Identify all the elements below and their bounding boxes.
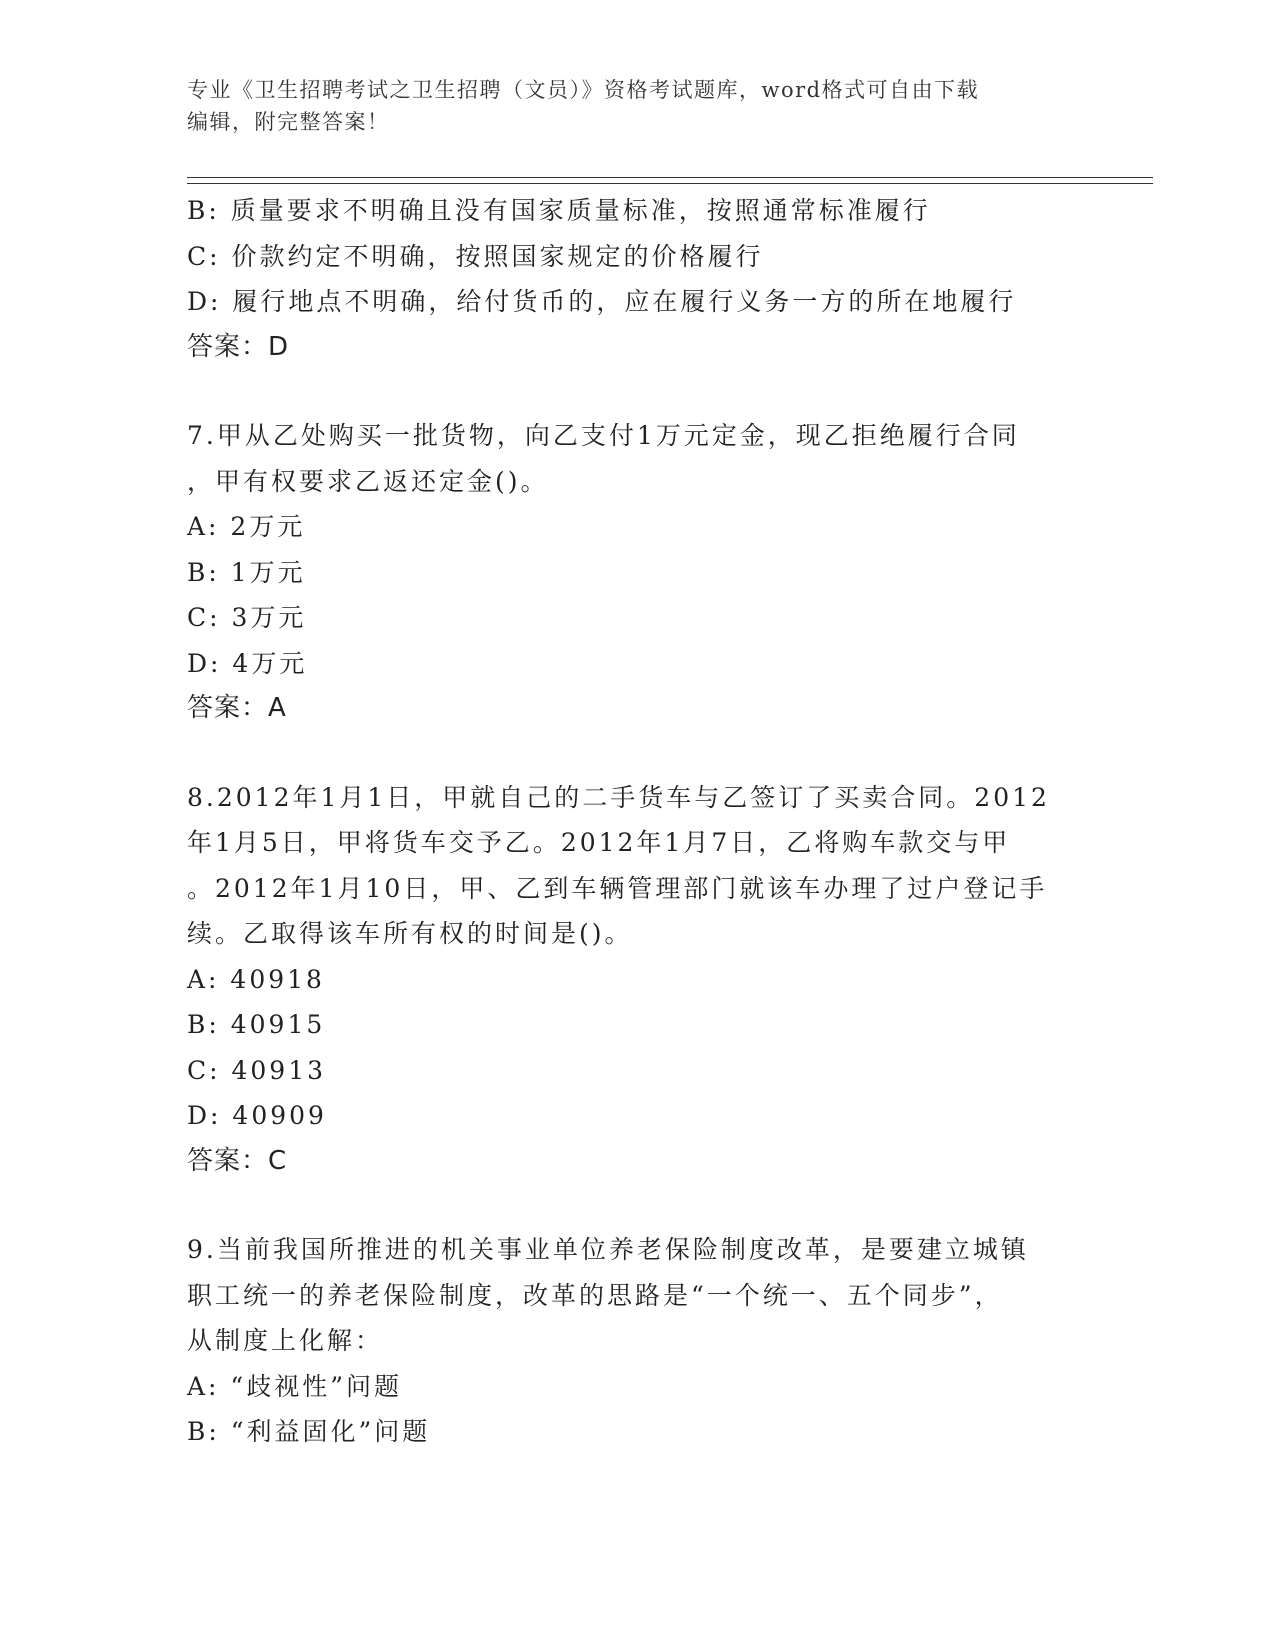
question-stem: 从制度上化解：: [187, 1326, 384, 1355]
question-stem: 年1月5日，甲将货车交予乙。2012年1月7日，乙将购车款交与甲: [187, 828, 1011, 857]
header-rule-bottom: [187, 183, 1153, 184]
spacer: [187, 1184, 1087, 1227]
option-a: A: “歧视性”问题: [187, 1371, 402, 1401]
document-body: [187, 188, 1087, 1455]
option-d: D: 履行地点不明确，给付货币的，应在履行义务一方的所在地履行: [187, 287, 1017, 316]
answer: 答案：D: [187, 331, 290, 362]
question-stem: 8.2012年1月1日，甲就自己的二手货车与乙签订了买卖合同。2012: [187, 782, 1050, 812]
spacer: [187, 370, 1087, 413]
document-header: [187, 74, 1087, 138]
option-c: C: 40913: [187, 1055, 327, 1085]
question-8: [187, 775, 1087, 1185]
question-6-tail: [187, 188, 1087, 370]
question-stem: 职工统一的养老保险制度，改革的思路是“一个统一、五个同步”，: [187, 1280, 1003, 1310]
option-b: B: “利益固化”问题: [187, 1417, 431, 1446]
option-d: D: 4万元: [187, 648, 308, 678]
option-c: C: 3万元: [187, 603, 307, 632]
question-stem: 7.甲从乙处购买一批货物，向乙支付1万元定金，现乙拒绝履行合同: [187, 421, 1020, 450]
question-stem: 9.当前我国所推进的机关事业单位养老保险制度改革，是要建立城镇: [187, 1235, 1029, 1264]
question-9: [187, 1227, 1087, 1455]
answer: 答案：A: [187, 693, 287, 723]
option-d: D: 40909: [187, 1101, 327, 1130]
answer: 答案：C: [187, 1145, 288, 1176]
spacer: [187, 732, 1087, 775]
option-a: A: 40918: [187, 964, 325, 994]
header-line-1: 专业《卫生招聘考试之卫生招聘（文员）》资格考试题库，word格式可自由下载: [187, 78, 980, 102]
option-a: A: 2万元: [187, 512, 306, 541]
option-b: B: 质量要求不明确且没有国家质量标准，按照通常标准履行: [187, 196, 931, 225]
question-stem: 。2012年1月10日，甲、乙到车辆管理部门就该车办理了过户登记手: [187, 873, 1048, 903]
option-b: B: 40915: [187, 1010, 326, 1039]
header-line-2: 编辑，附完整答案！: [187, 110, 390, 134]
question-stem: ，甲有权要求乙返还定金()。: [187, 466, 549, 496]
option-c: C: 价款约定不明确，按照国家规定的价格履行: [187, 241, 764, 271]
header-rule-top: [187, 177, 1153, 178]
question-7: [187, 413, 1087, 732]
question-stem: 续。乙取得该车所有权的时间是()。: [187, 919, 633, 948]
option-b: B: 1万元: [187, 557, 306, 587]
